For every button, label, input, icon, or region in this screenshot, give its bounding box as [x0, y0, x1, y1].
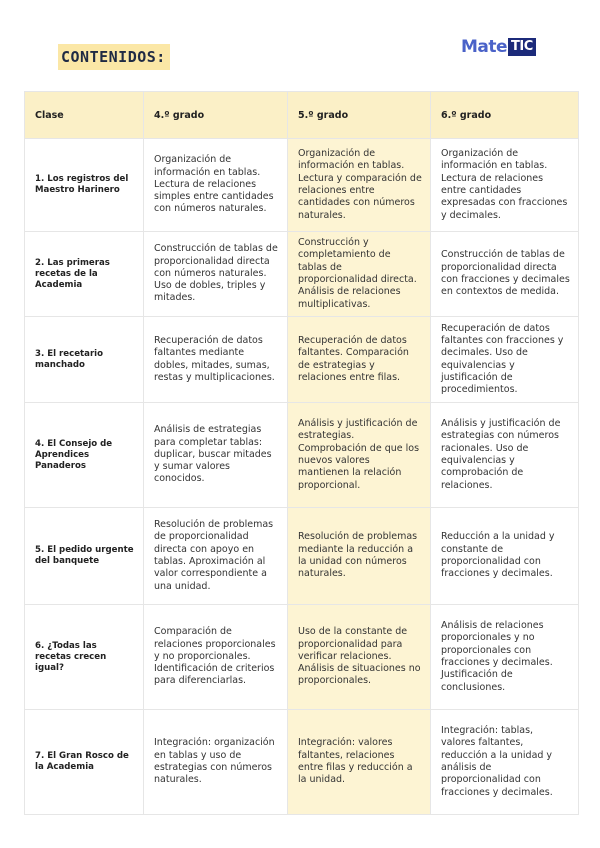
grade-4-cell: Análisis de estrategias para completar tablas: duplicar, buscar mitades y sumar valores conocidos.	[144, 403, 288, 508]
grade-4-cell: Comparación de relaciones proporcionales y no proporcionales. Identificación de criterios para diferenciarlas.	[144, 605, 288, 710]
grade-4-cell: Organización de información en tablas. Lectura de relaciones simples entre cantidades con números naturales.	[144, 139, 288, 232]
matetic-logo	[461, 36, 536, 58]
table-row	[25, 403, 579, 508]
table-row	[25, 139, 579, 232]
grade-5-cell: Análisis y justificación de estrategias. Comprobación de que los nuevos valores mantienen la relación proporcional.	[288, 403, 431, 508]
grade-4-cell: Recuperación de datos faltantes mediante dobles, mitades, sumas, restas y multiplicaciones.	[144, 317, 288, 403]
grade-4-cell: Construcción de tablas de proporcionalidad directa con números naturales. Uso de dobles, triples y mitades.	[144, 232, 288, 317]
clase-cell: 6. ¿Todas las recetas crecen igual?	[25, 605, 144, 710]
clase-cell: 4. El Consejo de Aprendices Panaderos	[25, 403, 144, 508]
column-header-5-grado: 5.º grado	[288, 92, 431, 139]
clase-cell: 3. El recetario manchado	[25, 317, 144, 403]
grade-6-cell: Organización de información en tablas. Lectura de relaciones entre cantidades expresadas con fracciones y decimales.	[431, 139, 579, 232]
clase-cell: 7. El Gran Rosco de la Academia	[25, 710, 144, 815]
grade-4-cell: Integración: organización en tablas y uso de estrategias con números naturales.	[144, 710, 288, 815]
logo-text: Mate	[461, 37, 508, 57]
table-row	[25, 605, 579, 710]
column-header-6-grado: 6.º grado	[431, 92, 579, 139]
grade-6-cell: Recuperación de datos faltantes con fracciones y decimales. Uso de equivalencias y justificación de procedimientos.	[431, 317, 579, 403]
grade-6-cell: Análisis y justificación de estrategias con números racionales. Uso de equivalencias y comprobación de relaciones.	[431, 403, 579, 508]
grade-6-cell: Construcción de tablas de proporcionalidad directa con fracciones y decimales en contextos de medida.	[431, 232, 579, 317]
logo-badge: TIC	[508, 38, 536, 56]
clase-cell: 1. Los registros del Maestro Harinero	[25, 139, 144, 232]
grade-5-cell: Uso de la constante de proporcionalidad para verificar relaciones. Análisis de situaciones no proporcionales.	[288, 605, 431, 710]
grade-5-cell: Integración: valores faltantes, relaciones entre filas y reducción a la unidad.	[288, 710, 431, 815]
grade-4-cell: Resolución de problemas de proporcionalidad directa con apoyo en tablas. Aproximación al valor correspondiente a una unidad.	[144, 508, 288, 605]
table-row	[25, 317, 579, 403]
clase-cell: 2. Las primeras recetas de la Academia	[25, 232, 144, 317]
grade-5-cell: Resolución de problemas mediante la reducción a la unidad con números naturales.	[288, 508, 431, 605]
column-header-4-grado: 4.º grado	[144, 92, 288, 139]
table-row	[25, 232, 579, 317]
grade-6-cell: Integración: tablas, valores faltantes, reducción a la unidad y análisis de proporcionalidad con fracciones y decimales.	[431, 710, 579, 815]
table-row	[25, 710, 579, 815]
clase-cell: 5. El pedido urgente del banquete	[25, 508, 144, 605]
grade-6-cell: Análisis de relaciones proporcionales y no proporcionales con fracciones y decimales. Justificación de conclusiones.	[431, 605, 579, 710]
table-header-row	[25, 92, 579, 139]
grade-5-cell: Organización de información en tablas. Lectura y comparación de relaciones entre cantidades con números naturales.	[288, 139, 431, 232]
contents-table	[24, 91, 579, 815]
grade-5-cell: Recuperación de datos faltantes. Comparación de estrategias y relaciones entre filas.	[288, 317, 431, 403]
page-title: CONTENIDOS:	[58, 44, 170, 70]
grade-6-cell: Reducción a la unidad y constante de proporcionalidad con fracciones y decimales.	[431, 508, 579, 605]
column-header-clase: Clase	[25, 92, 144, 139]
grade-5-cell: Construcción y completamiento de tablas de proporcionalidad directa. Análisis de relaciones multiplicativas.	[288, 232, 431, 317]
table-row	[25, 508, 579, 605]
